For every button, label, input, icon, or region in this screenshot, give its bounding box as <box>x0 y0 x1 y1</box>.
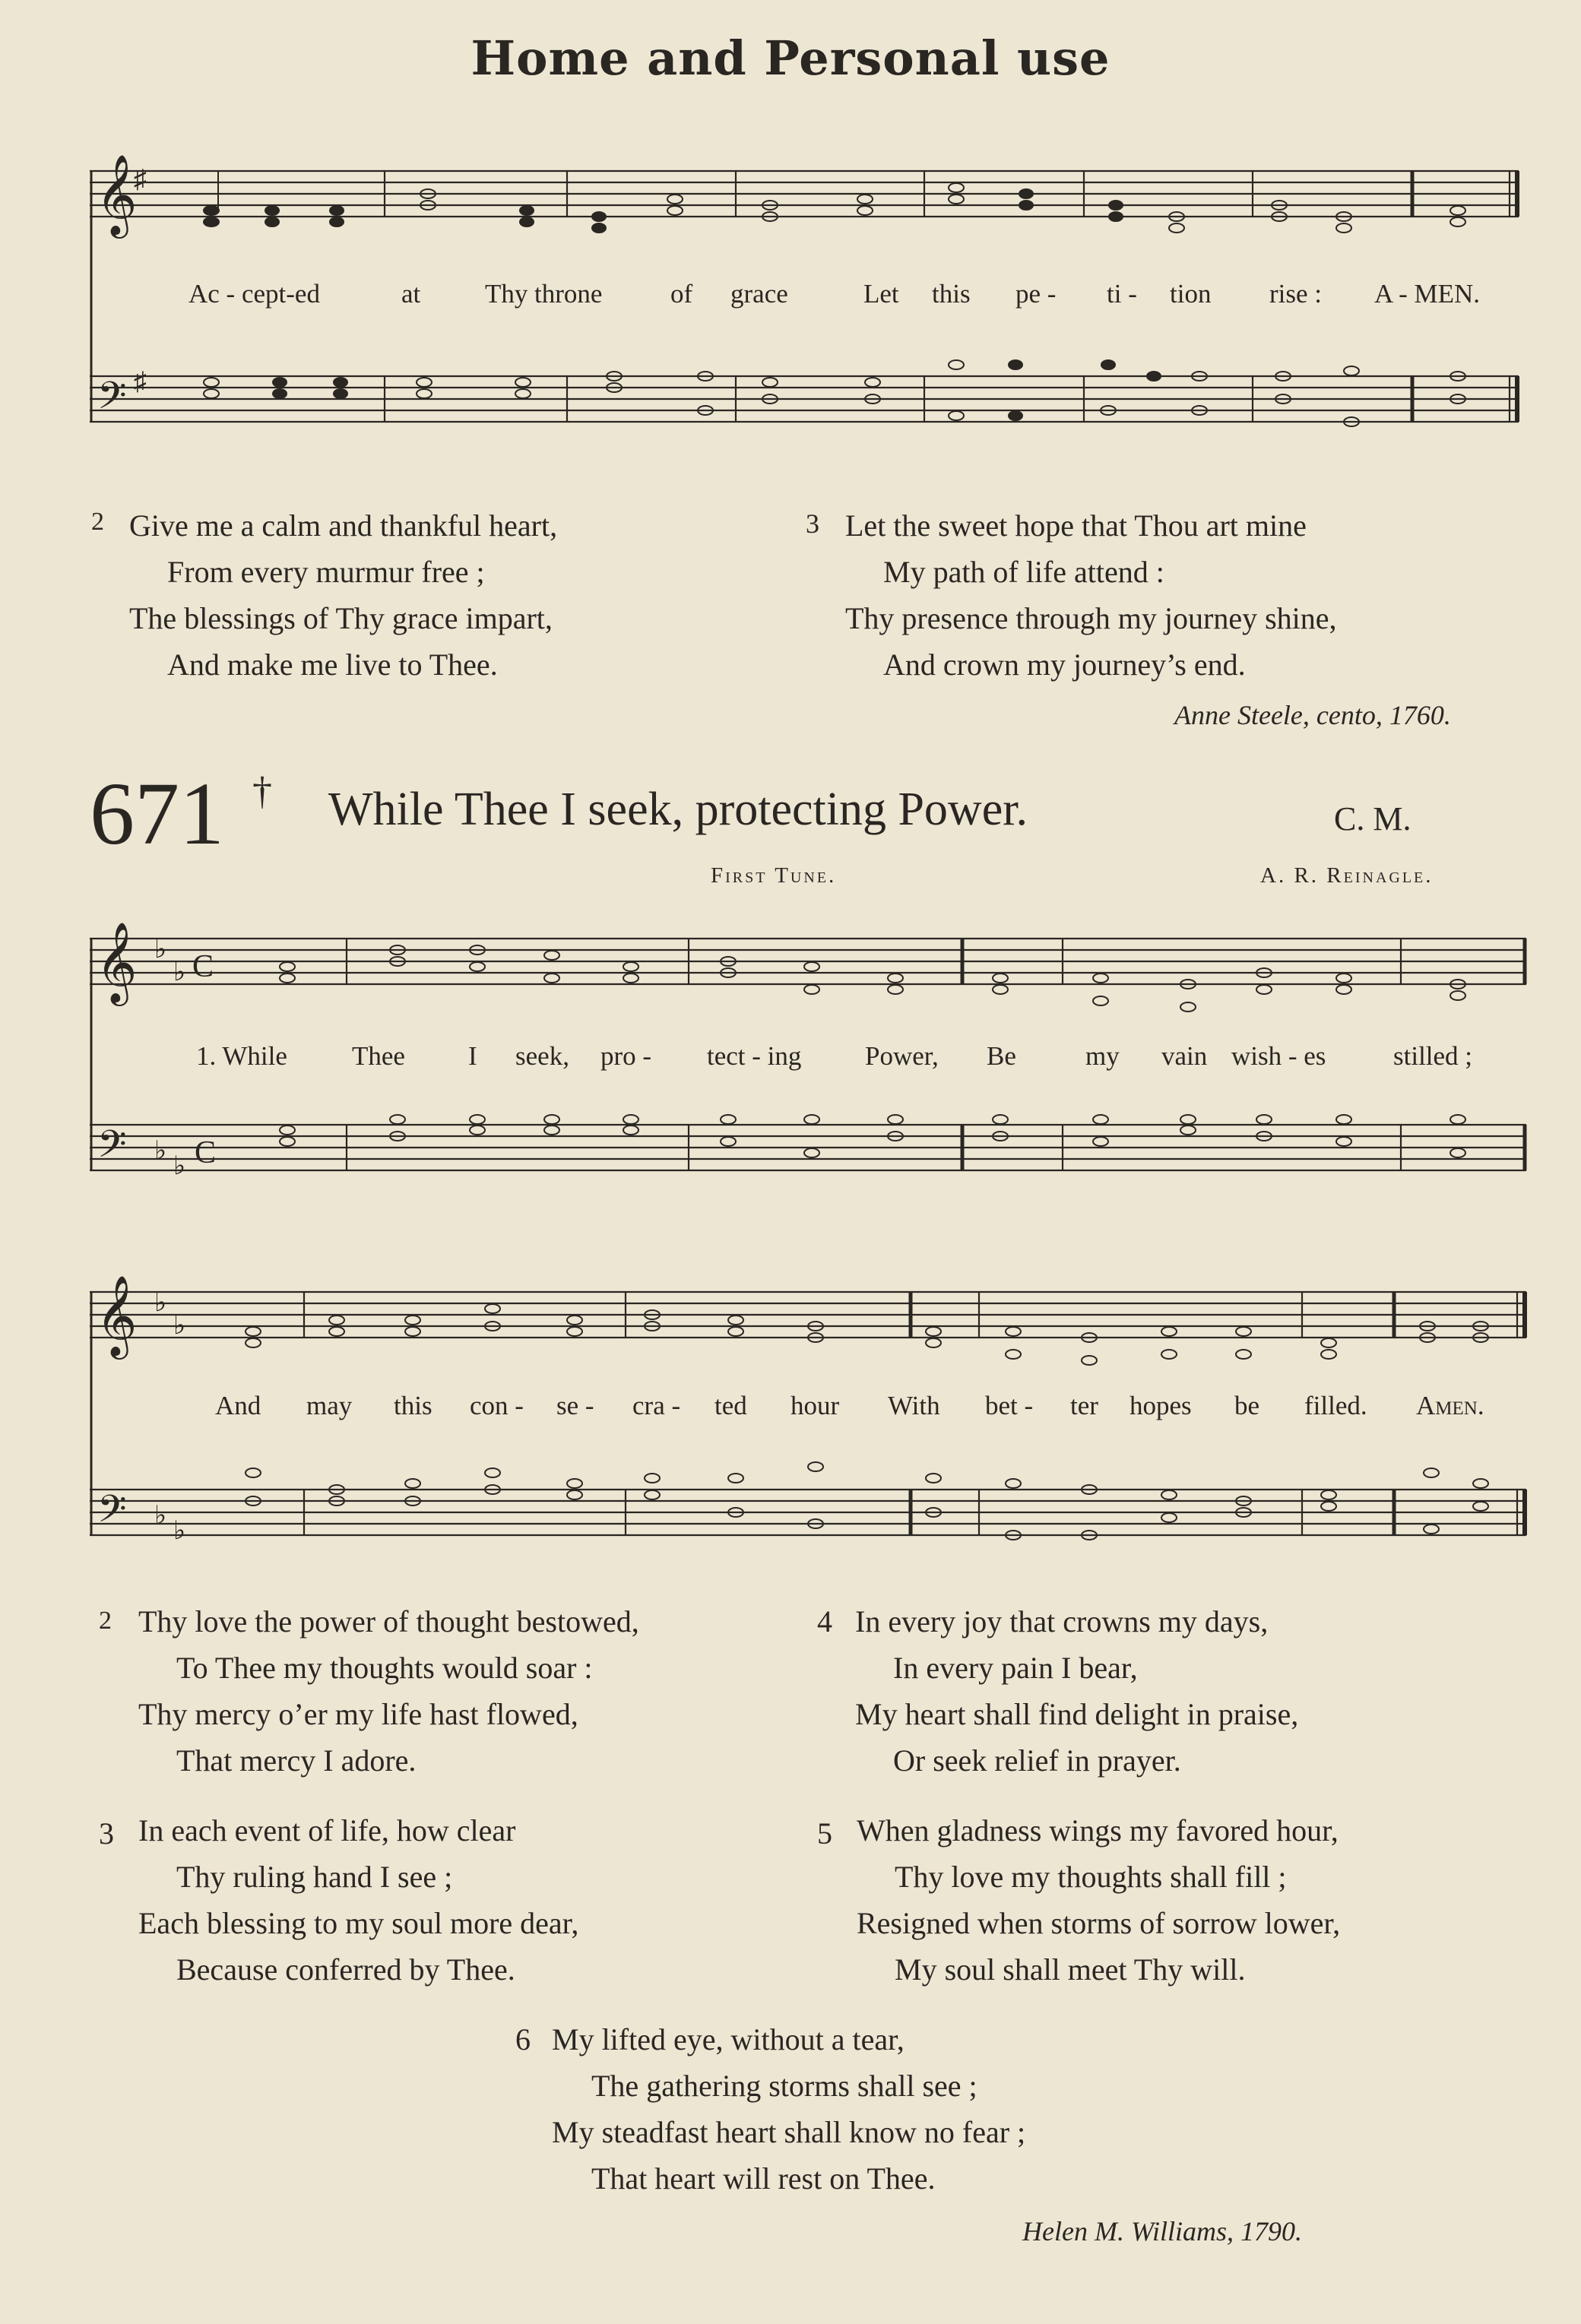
verse-block-5 <box>817 1813 1539 1995</box>
svg-text:𝄢: 𝄢 <box>97 375 127 426</box>
verse-line: The blessings of Thy grace impart, <box>129 601 553 635</box>
lyric-syllable: ti - <box>1107 279 1137 309</box>
svg-text:♯: ♯ <box>134 368 147 396</box>
verse-line: Thy love the power of thought bestowed, <box>138 1604 639 1639</box>
svg-text:♭: ♭ <box>173 1517 186 1545</box>
svg-text:♭: ♭ <box>154 1137 167 1165</box>
verse-line: To Thee my thoughts would soar : <box>176 1651 593 1685</box>
lyric-syllable: Be <box>987 1041 1016 1071</box>
verse-line: And make me live to Thee. <box>167 647 498 682</box>
lyric-syllable: vain <box>1161 1041 1208 1071</box>
music-system-2 <box>90 916 1532 1235</box>
lyric-syllable: at <box>401 279 421 309</box>
lyric-syllable: be <box>1234 1391 1260 1420</box>
verse-line: Let the sweet hope that Thou art mine <box>845 508 1307 543</box>
svg-text:C: C <box>195 1135 217 1170</box>
hymn-dagger: † <box>252 770 272 813</box>
verse-line: Give me a calm and thankful heart, <box>129 508 558 543</box>
lyric-syllable: tion <box>1170 279 1212 309</box>
verse-block-2 <box>91 508 775 690</box>
page-header: Home and Personal use <box>470 30 1111 86</box>
svg-text:𝄢: 𝄢 <box>97 1489 127 1539</box>
verse-line: Thy love my thoughts shall fill ; <box>895 1860 1287 1894</box>
verse-line: That heart will rest on Thee. <box>591 2161 936 2196</box>
verse-line: That mercy I adore. <box>176 1743 417 1778</box>
svg-text:♭: ♭ <box>154 1289 167 1317</box>
lyric-syllable: con - <box>470 1391 524 1420</box>
verse-line: Thy ruling hand I see ; <box>176 1860 453 1894</box>
svg-text:♯: ♯ <box>134 166 147 194</box>
verse-number: 3 <box>806 508 819 539</box>
hymn-number: 671 <box>90 764 224 863</box>
verse-line: My heart shall find delight in praise, <box>855 1697 1299 1731</box>
verse-line: Each blessing to my soul more dear, <box>138 1906 579 1940</box>
composer-name: A. R. Reinagle. <box>1260 863 1434 888</box>
lyric-syllable: And <box>215 1391 261 1420</box>
lyric-syllable: may <box>306 1391 353 1420</box>
verse-line: In each event of life, how clear <box>138 1813 516 1847</box>
lyric-syllable: With <box>888 1391 940 1420</box>
verse-number: 2 <box>99 1607 112 1635</box>
verse-block-4 <box>817 1604 1532 1786</box>
author-attribution: Anne Steele, cento, 1760. <box>1174 700 1451 730</box>
hymn-meter: C. M. <box>1334 800 1411 837</box>
verse-line: When gladness wings my favored hour, <box>857 1813 1339 1847</box>
lyric-syllable: pro - <box>600 1041 652 1071</box>
svg-text:𝄞: 𝄞 <box>96 923 138 1001</box>
lyric-syllable: I <box>468 1041 477 1071</box>
lyric-syllable: rise : <box>1269 279 1323 309</box>
music-system-3 <box>90 1269 1532 1588</box>
verse-number: 5 <box>817 1816 832 1851</box>
lyric-syllable: Thee <box>352 1041 405 1071</box>
svg-text:♭: ♭ <box>154 936 167 964</box>
lyric-syllable: cra - <box>632 1391 681 1420</box>
verse-line: And crown my journey’s end. <box>883 647 1246 682</box>
lyric-syllable: Let <box>863 279 899 309</box>
verse-line: Because conferred by Thee. <box>176 1952 515 1987</box>
svg-text:C: C <box>192 949 214 984</box>
lyric-syllable: se - <box>556 1391 594 1420</box>
lyric-syllable: wish - es <box>1231 1041 1326 1071</box>
verse-line: My path of life attend : <box>883 555 1164 589</box>
lyric-syllable: Amen. <box>1416 1391 1484 1420</box>
verse-line: Or seek relief in prayer. <box>893 1743 1181 1778</box>
svg-text:♭: ♭ <box>173 1312 186 1340</box>
verse-line: Thy mercy o’er my life hast flowed, <box>138 1697 578 1731</box>
verse-block-3 <box>99 1813 813 1995</box>
verse-line: Resigned when storms of sorrow lower, <box>857 1906 1341 1940</box>
lyric-syllable: 1. While <box>196 1041 287 1071</box>
lyric-syllable: of <box>670 279 693 309</box>
lyric-syllable: Ac - cept-ed <box>189 279 320 309</box>
hymn-title: While Thee I seek, protecting Power. <box>328 784 1028 835</box>
verse-number: 2 <box>91 508 104 536</box>
svg-text:𝄞: 𝄞 <box>96 156 138 233</box>
verse-line: In every pain I bear, <box>893 1651 1138 1685</box>
tune-label: First Tune. <box>711 863 837 888</box>
verse-block-3 <box>806 508 1535 690</box>
staff-notation <box>90 148 1532 483</box>
lyric-syllable: hopes <box>1130 1391 1192 1420</box>
svg-text:♭: ♭ <box>173 1152 186 1180</box>
svg-text:𝄞: 𝄞 <box>96 1277 138 1354</box>
svg-text:𝄢: 𝄢 <box>97 1124 127 1174</box>
verse-line: My soul shall meet Thy will. <box>895 1952 1246 1987</box>
verse-block-2 <box>99 1604 813 1786</box>
lyric-syllable: tect - ing <box>707 1041 802 1071</box>
svg-text:♭: ♭ <box>154 1502 167 1530</box>
verse-line: In every joy that crowns my days, <box>855 1604 1269 1639</box>
verse-line: Thy presence through my journey shine, <box>845 601 1337 635</box>
verse-block-6 <box>515 2022 1237 2204</box>
lyric-syllable: pe - <box>1015 279 1057 309</box>
lyric-syllable: this <box>932 279 971 309</box>
verse-line: From every murmur free ; <box>167 555 485 589</box>
verse-number: 4 <box>817 1604 832 1639</box>
music-system-1 <box>90 148 1532 483</box>
lyric-syllable: ted <box>714 1391 747 1420</box>
staff-notation <box>90 1269 1532 1588</box>
lyric-syllable: Power, <box>865 1041 939 1071</box>
lyric-syllable: A - MEN. <box>1374 279 1481 309</box>
svg-text:♭: ♭ <box>173 958 186 986</box>
lyric-syllable: this <box>394 1391 432 1420</box>
author-attribution: Helen M. Williams, 1790. <box>1022 2216 1302 2246</box>
lyric-syllable: my <box>1085 1041 1120 1071</box>
verse-line: The gathering storms shall see ; <box>591 2069 977 2103</box>
lyric-syllable: seek, <box>515 1041 569 1071</box>
lyric-syllable: ter <box>1070 1391 1098 1420</box>
verse-line: My steadfast heart shall know no fear ; <box>552 2115 1026 2149</box>
lyric-syllable: hour <box>790 1391 840 1420</box>
staff-notation <box>90 916 1532 1235</box>
verse-number: 3 <box>99 1816 114 1851</box>
lyric-syllable: stilled ; <box>1393 1041 1473 1071</box>
lyric-syllable: Thy <box>485 279 528 309</box>
verse-number: 6 <box>515 2022 531 2056</box>
lyric-syllable: filled. <box>1304 1391 1367 1420</box>
lyric-syllable: grace <box>730 279 788 309</box>
lyric-syllable: throne <box>534 279 603 309</box>
verse-line: My lifted eye, without a tear, <box>552 2022 905 2056</box>
lyric-syllable: bet - <box>985 1391 1034 1420</box>
